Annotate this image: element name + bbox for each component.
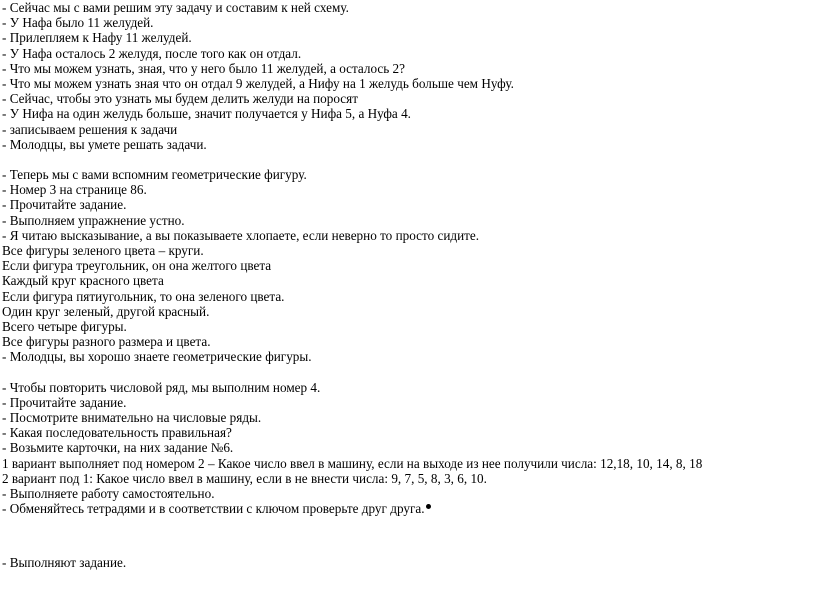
- text-line: - Я читаю высказывание, а вы показываете хлопаете, если неверно то просто сидите.: [2, 227, 480, 243]
- text-line: - Молодцы, вы хорошо знаете геометрические фигуры.: [2, 349, 312, 365]
- text-line: - Прочитайте задание.: [2, 394, 127, 410]
- text-line: - Номер 3 на странице 86.: [2, 182, 147, 198]
- text-line: Если фигура треугольник, он она желтого цвета: [2, 258, 272, 274]
- text-line: - Что мы можем узнать зная что он отдал 9 желудей, а Нифу на 1 желудь больше чем Нуфу.: [2, 75, 514, 91]
- text-line: - Прочитайте задание.: [2, 197, 127, 213]
- text-line: Все фигуры зеленого цвета – круги.: [2, 243, 204, 258]
- text-line: - Посмотрите внимательно на числовые ряды.: [2, 410, 262, 426]
- text-line: - Выполняете работу самостоятельно.: [2, 486, 215, 501]
- text-line: - У Нифа на один желудь больше, значит получается у Нифа 5, а Нуфа 4.: [2, 106, 411, 122]
- blank-gap: [2, 516, 814, 555]
- text-line: Один круг зеленый, другой красный.: [2, 303, 210, 319]
- text-line: - записываем решения к задачи: [2, 121, 178, 137]
- text-line-with-bullet: [2, 501, 814, 516]
- text-line: - Обменяйтесь тетрадями и в соответствии с ключом проверьте друг друга.: [2, 501, 425, 517]
- text-line: 2 вариант под 1: Какое число ввел в машину, если в не внести числа: 9, 7, 5, 8, 3, 6, 10.: [2, 470, 487, 486]
- text-line: Все фигуры разного размера и цвета.: [2, 334, 211, 350]
- document-page: [2, 0, 814, 571]
- text-line: - Молодцы, вы умете решать задачи.: [2, 136, 207, 152]
- text-line: - Выполняют задание.: [2, 555, 127, 571]
- text-line: - У Нафа было 11 желудей.: [2, 15, 154, 31]
- text-line: - Какая последовательность правильная?: [2, 425, 232, 441]
- bullet-icon: [426, 504, 431, 509]
- text-line: Всего четыре фигуры.: [2, 318, 127, 334]
- text-line: Если фигура пятиугольник, то она зеленого цвета.: [2, 288, 285, 304]
- text-line: - Выполняем упражнение устно.: [2, 212, 185, 228]
- blank-line: [2, 365, 814, 380]
- text-line: Каждый круг красного цвета: [2, 273, 164, 289]
- text-line: - Возьмите карточки, на них задание №6.: [2, 440, 234, 456]
- text-line: 1 вариант выполняет под номером 2 – Какое число ввел в машину, если на выходе из нее получили числа: 12,18, 10, 14, 8, 18: [2, 455, 703, 471]
- text-line: - Прилепляем к Нафу 11 желудей.: [2, 30, 192, 46]
- text-line: - Что мы можем узнать, зная, что у него было 11 желудей, а осталось 2?: [2, 60, 406, 76]
- text-line: - Теперь мы с вами вспомним геометрические фигуру.: [2, 167, 307, 183]
- text-line: - Сейчас мы с вами решим эту задачу и составим к ней схему.: [2, 0, 349, 15]
- blank-line: [2, 152, 814, 167]
- text-line: - Чтобы повторить числовой ряд, мы выполним номер 4.: [2, 379, 321, 395]
- text-line: - Сейчас, чтобы это узнать мы будем делить желуди на поросят: [2, 91, 358, 107]
- text-line: - У Нафа осталось 2 желудя, после того как он отдал.: [2, 45, 302, 61]
